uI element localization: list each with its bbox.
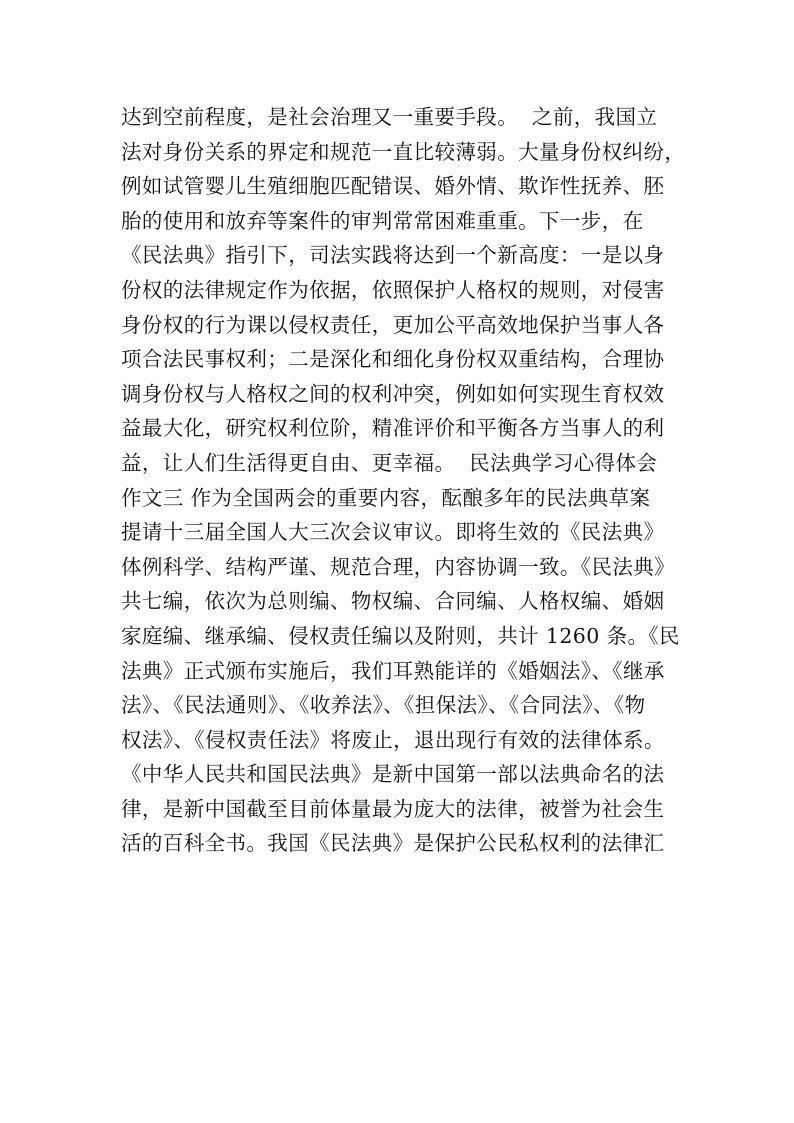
text-line: 法典》正式颁布实施后，我们耳熟能详的《婚姻法》、《继承 [121,658,665,683]
text-line: 《民法典》指引下，司法实践将达到一个新高度：一是以身 [121,243,665,268]
text-line: 益最大化，研究权利位阶，精准评价和平衡各方当事人的利 [121,416,665,441]
text-line: 体例科学、结构严谨、规范合理，内容协调一致。《民法典》 [121,554,676,579]
text-line: 例如试管婴儿生殖细胞匹配错误、婚外情、欺诈性抚养、胚 [121,174,665,199]
text-line: 活的百科全书。我国《民法典》是保护公民私权利的法律汇 [121,831,665,856]
text-line: 作文三 作为全国两会的重要内容，酝酿多年的民法典草案 [121,485,651,510]
text-line: 胎的使用和放弃等案件的审判常常困难重重。下一步，在 [121,208,644,233]
body-paragraph [121,100,701,861]
text-line: 权法》、《侵权责任法》将废止，退出现行有效的法律体系。 [121,727,665,752]
text-line: 项合法民事权利；二是深化和细化身份权双重结构，合理协 [121,347,665,372]
text-line: 提请十三届全国人大三次会议审议。即将生效的《民法典》 [121,520,665,545]
text-line: 律，是新中国截至目前体量最为庞大的法律，被誉为社会生 [121,796,665,821]
text-line: 调身份权与人格权之间的权利冲突，例如如何实现生育权效 [121,381,665,406]
text-line: 益，让人们生活得更自由、更幸福。 民法典学习心得体会 [121,450,658,475]
text-line: 法》、《民法通则》、《收养法》、《担保法》、《合同法》、《物 [121,693,646,718]
text-line: 份权的法律规定作为依据，依照保护人格权的规则，对侵害 [121,277,665,302]
text-line: 身份权的行为课以侵权责任，更加公平高效地保护当事人各 [121,312,665,337]
text-line: 法对身份关系的界定和规范一直比较薄弱。大量身份权纠纷， [121,139,686,164]
text-line: 共七编，依次为总则编、物权编、合同编、人格权编、婚姻 [121,589,665,614]
text-line: 《中华人民共和国民法典》是新中国第一部以法典命名的法 [121,762,665,787]
text-line: 达到空前程度，是社会治理又一重要手段。 之前，我国立 [121,105,658,129]
text-line: 家庭编、继承编、侵权责任编以及附则，共计 1260 条。《民 [121,623,680,648]
